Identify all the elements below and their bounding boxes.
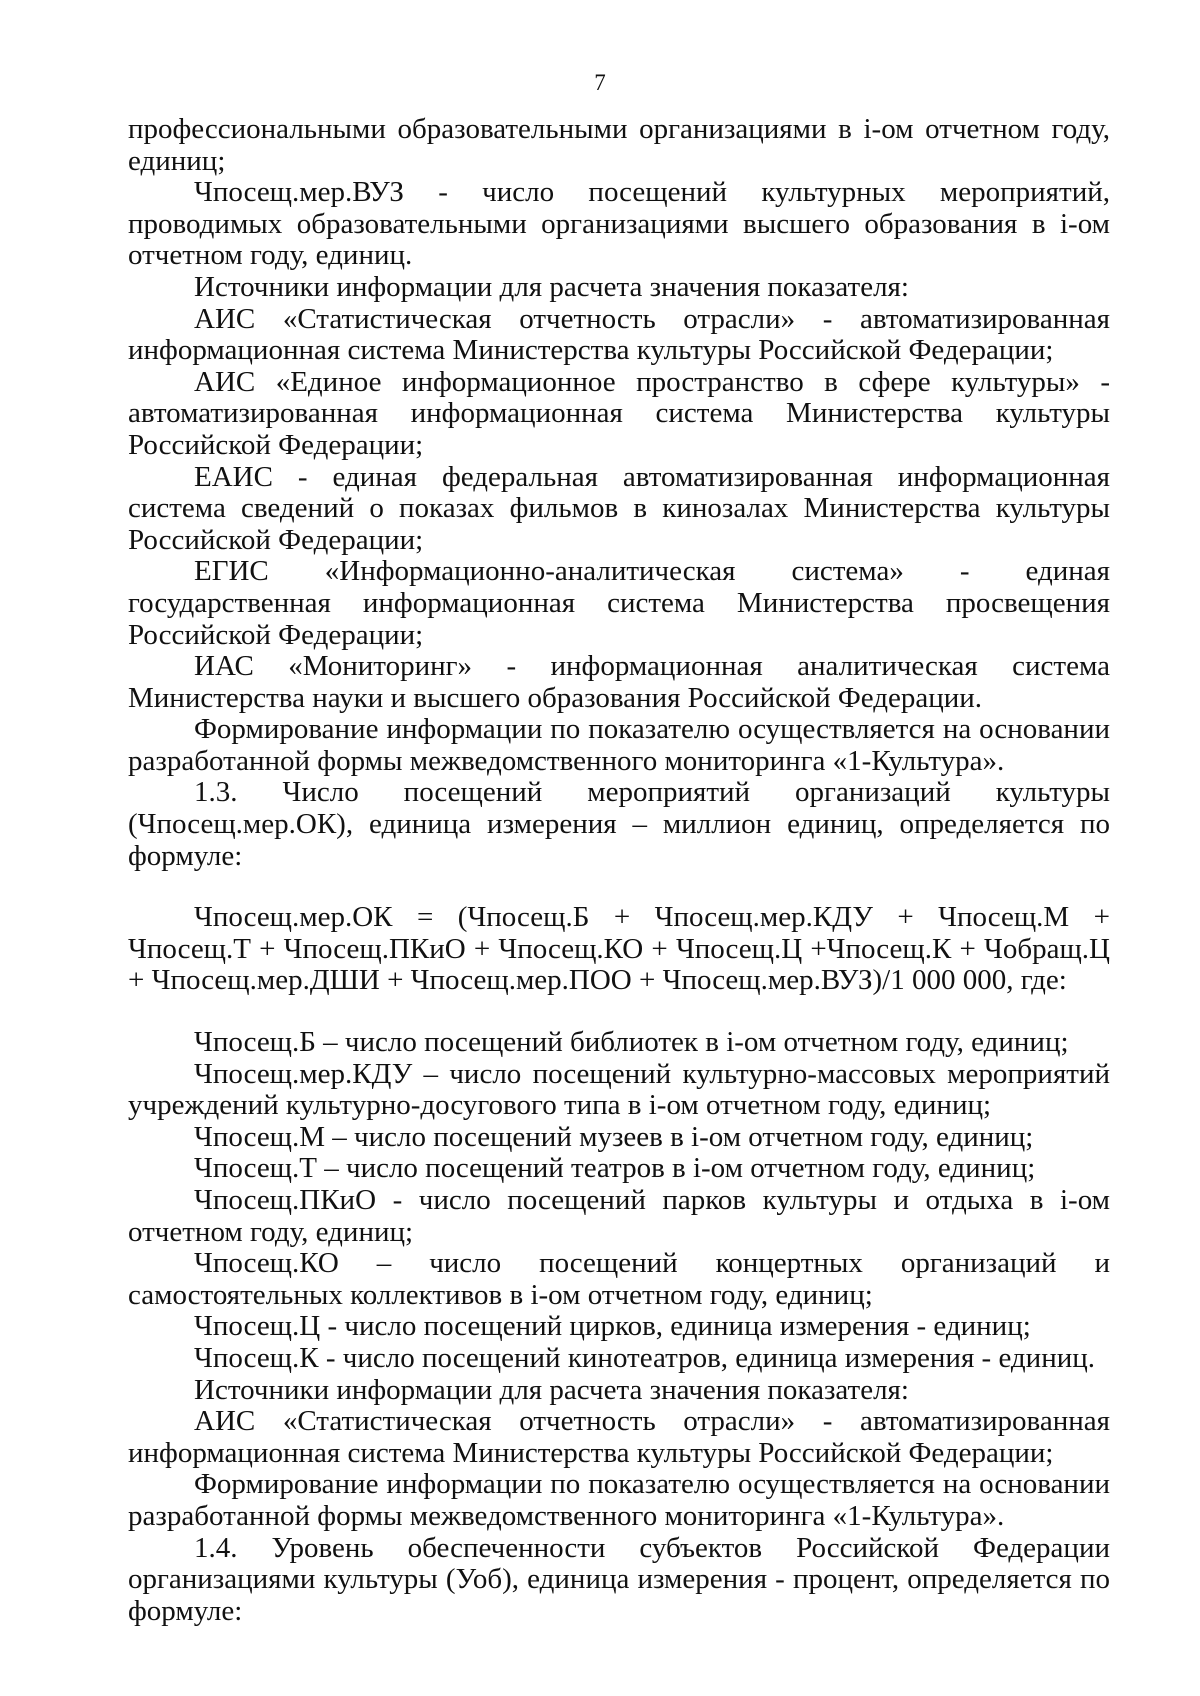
definition-item: Чпосещ.Ц - число посещений цирков, единица измерения - единиц; [194, 1310, 1031, 1343]
paragraph: Формирование информации по показателю осуществляется на основании разработанной формы межведомственного мониторинга «1-Культура». [128, 713, 1110, 777]
paragraph: ИАС «Мониторинг» - информационная аналитическая система Министерства науки и высшего образования Российской Федерации. [128, 650, 1110, 714]
formula-visits-ok: Чпосещ.мер.ОК = (Чпосещ.Б + Чпосещ.мер.КДУ + Чпосещ.М + Чпосещ.Т + Чпосещ.ПКиО + Чпосещ.КО + Чпосещ.Ц +Чпосещ.К + Чобращ.Ц + Чпосещ.мер.ДШИ + Чпосещ.мер.ПОО + Чпосещ.мер.ВУЗ)/1 000 000, где: [128, 901, 1110, 997]
paragraph: Формирование информации по показателю осуществляется на основании разработанной формы межведомственного мониторинга «1-Культура». [128, 1468, 1110, 1532]
paragraph: АИС «Единое информационное пространство в сфере культуры» - автоматизированная информационная система Министерства культуры Российской Федерации; [128, 365, 1110, 461]
definition-item: Чпосещ.К - число посещений кинотеатров, единица измерения - единиц. [194, 1341, 1096, 1374]
document-body [128, 114, 1110, 1627]
definition-item: Чпосещ.Б – число посещений библиотек в i-ом отчетном году, единиц; [194, 1026, 1069, 1059]
definition-item: Чпосещ.мер.КДУ – число посещений культурно-массовых мероприятий учреждений культурно-досугового типа в i-ом отчетном году, единиц; [128, 1057, 1110, 1122]
definition-item: Чпосещ.Т – число посещений театров в i-ом отчетном году, единиц; [194, 1152, 1036, 1185]
section-heading-1-4: 1.4. Уровень обеспеченности субъектов Российской Федерации организациями культуры (Уоб), единица измерения - процент, определяется по формуле: [128, 1531, 1110, 1627]
definition-item: Чпосещ.ПКиО - число посещений парков культуры и отдыха в i-ом отчетном году, единиц; [128, 1184, 1110, 1248]
paragraph: Источники информации для расчета значения показателя: [194, 1373, 909, 1406]
paragraph: профессиональными образовательными организациями в i-ом отчетном году, единиц; [128, 113, 1110, 177]
definition-item: Чпосещ.М – число посещений музеев в i-ом отчетном году, единиц; [194, 1120, 1034, 1153]
paragraph: ЕГИС «Информационно-аналитическая система» - единая государственная информационная система Министерства просвещения Российской Федерации; [128, 555, 1110, 651]
paragraph: Чпосещ.мер.ВУЗ - число посещений культурных мероприятий, проводимых образовательными организациями высшего образования в i-ом отчетном году, единиц. [128, 176, 1110, 272]
paragraph: АИС «Статистическая отчетность отрасли» - автоматизированная информационная система Министерства культуры Российской Федерации; [128, 302, 1110, 367]
definition-item: Чпосещ.КО – число посещений концертных организаций и самостоятельных коллективов в i-ом отчетном году, единиц; [128, 1247, 1110, 1311]
paragraph: Источники информации для расчета значения показателя: [194, 270, 909, 303]
page-number: 7 [594, 70, 606, 95]
paragraph: АИС «Статистическая отчетность отрасли» - автоматизированная информационная система Министерства культуры Российской Федерации; [128, 1405, 1110, 1469]
section-heading-1-3: 1.3. Число посещений мероприятий организаций культуры (Чпосещ.мер.ОК), единица измерения – миллион единиц, определяется по формуле: [128, 776, 1110, 872]
paragraph: ЕАИС - единая федеральная автоматизированная информационная система сведений о показах фильмов в кинозалах Министерства культуры Российской Федерации; [128, 460, 1110, 556]
